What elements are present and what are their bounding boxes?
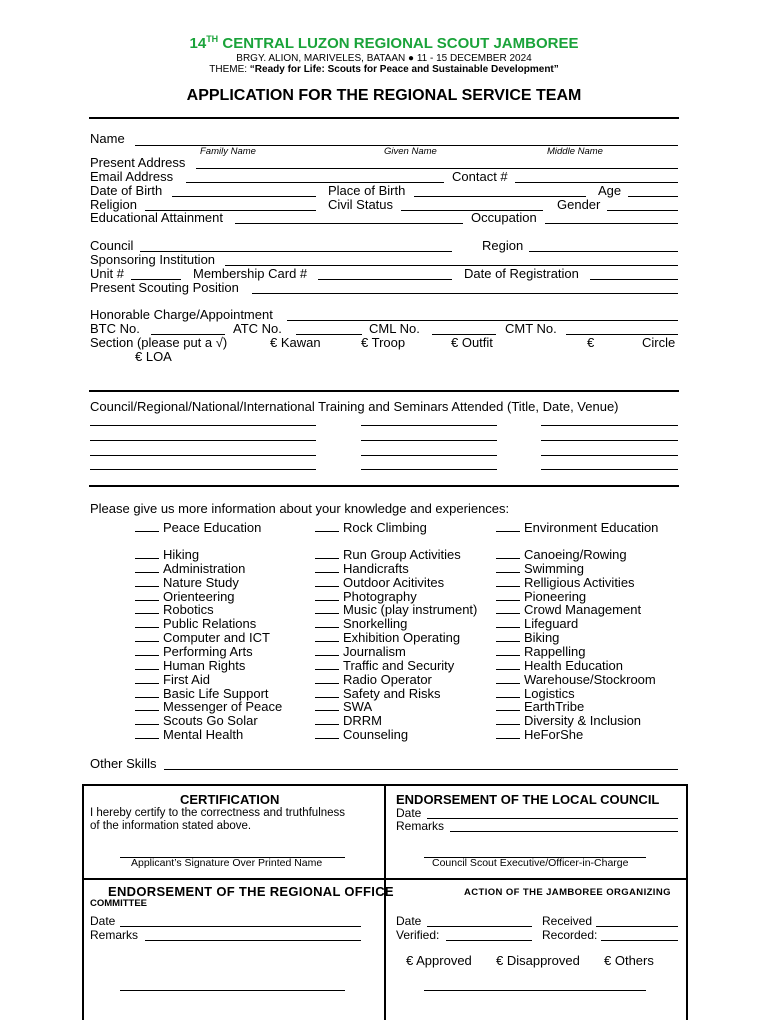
skill-item[interactable] — [315, 561, 409, 576]
skill-item[interactable] — [496, 658, 623, 673]
skill-label: Warehouse/Stockroom — [524, 671, 656, 687]
skill-checkbox-blank[interactable] — [315, 673, 339, 684]
applicant-signature-caption: Applicant’s Signature Over Printed Name — [131, 857, 323, 869]
section-kawan-option[interactable]: € Kawan — [270, 335, 321, 350]
box-border-middle — [384, 784, 386, 1020]
cmt-label: CMT No. — [505, 321, 557, 336]
jamboree-received-field[interactable] — [596, 926, 678, 927]
honorable-field[interactable] — [287, 320, 678, 321]
skill-label: Counseling — [343, 727, 409, 743]
training-heading: Council/Regional/National/International Training and Seminars Attended (Title, Date, Venue) — [90, 399, 619, 414]
family-name-caption: Family Name — [200, 146, 256, 157]
skill-checkbox-blank[interactable] — [496, 659, 520, 670]
skill-label: Robotics — [163, 602, 214, 618]
skill-checkbox-blank[interactable] — [315, 728, 339, 739]
training-line[interactable] — [541, 469, 678, 470]
skill-label: SWA — [343, 699, 373, 715]
box-border-right — [686, 784, 688, 1020]
skill-label: Safety and Risks — [343, 685, 441, 701]
occupation-field[interactable] — [545, 223, 678, 224]
skill-label: Lifeguard — [524, 616, 579, 632]
skill-item[interactable] — [135, 699, 282, 714]
training-line[interactable] — [90, 425, 316, 426]
skill-label: Public Relations — [163, 616, 257, 632]
training-line[interactable] — [361, 469, 497, 470]
skill-item[interactable] — [135, 561, 245, 576]
form-title: APPLICATION FOR THE REGIONAL SERVICE TEAM — [186, 87, 582, 104]
local-council-date-label: Date — [396, 806, 422, 820]
certification-text-2: of the information stated above. — [90, 820, 252, 832]
btc-label: BTC No. — [90, 321, 140, 336]
jamboree-received-label: Received — [542, 914, 593, 928]
skill-checkbox-blank[interactable] — [135, 562, 159, 573]
training-line[interactable] — [541, 440, 678, 441]
dob-label: Date of Birth — [90, 183, 163, 198]
skill-item[interactable] — [496, 727, 583, 742]
box-border-mid — [82, 878, 688, 880]
training-line[interactable] — [90, 455, 316, 456]
skill-label: Messenger of Peace — [163, 699, 283, 715]
regional-office-remarks-label: Remarks — [90, 928, 139, 942]
skill-checkbox-blank[interactable] — [315, 521, 339, 532]
skill-checkbox-blank[interactable] — [315, 617, 339, 628]
skill-checkbox-blank[interactable] — [315, 562, 339, 573]
skill-label: Logistics — [524, 685, 575, 701]
skill-checkbox-blank[interactable] — [135, 700, 159, 711]
regional-office-signature-line[interactable] — [120, 990, 345, 991]
skill-item[interactable] — [315, 644, 406, 659]
regional-office-remarks-field[interactable] — [145, 940, 361, 941]
skill-item[interactable] — [135, 713, 258, 728]
skill-item[interactable] — [135, 520, 261, 535]
skill-item[interactable] — [496, 589, 586, 604]
training-line[interactable] — [361, 455, 497, 456]
skill-label: Human Rights — [163, 657, 246, 673]
skill-checkbox-blank[interactable] — [135, 590, 159, 601]
disapproved-option[interactable]: € Disapproved — [496, 953, 580, 968]
jamboree-recorded-label: Recorded: — [542, 928, 598, 942]
jamboree-date-field[interactable] — [427, 926, 532, 927]
local-council-remarks-field[interactable] — [450, 831, 678, 832]
dob-field[interactable] — [172, 196, 316, 197]
position-label: Present Scouting Position — [90, 280, 239, 295]
education-field[interactable] — [235, 223, 463, 224]
skill-item[interactable] — [135, 547, 199, 562]
skill-label: Scouts Go Solar — [163, 713, 258, 729]
atc-label: ATC No. — [233, 321, 282, 336]
skill-label: Administration — [163, 560, 246, 576]
contact-field[interactable] — [515, 182, 678, 183]
skill-label: EarthTribe — [524, 699, 585, 715]
skill-label: Peace Education — [163, 520, 262, 535]
skill-label: First Aid — [163, 671, 210, 687]
skill-label: Rappelling — [524, 643, 586, 659]
skill-checkbox-blank[interactable] — [135, 603, 159, 614]
skill-label: Music (play instrument) — [343, 602, 478, 618]
skill-checkbox-blank[interactable] — [315, 659, 339, 670]
skill-checkbox-blank[interactable] — [135, 521, 159, 532]
skill-item[interactable] — [315, 713, 382, 728]
approved-option[interactable]: € Approved — [406, 953, 472, 968]
skill-label: Performing Arts — [163, 643, 253, 659]
age-field[interactable] — [628, 196, 678, 197]
training-line[interactable] — [541, 425, 678, 426]
skill-checkbox-blank[interactable] — [496, 617, 520, 628]
skill-item[interactable] — [315, 575, 444, 590]
skill-item[interactable] — [496, 672, 656, 687]
skill-item[interactable] — [135, 686, 269, 701]
skill-checkbox-blank[interactable] — [496, 562, 520, 573]
membership-field[interactable] — [318, 279, 452, 280]
certification-text-1: I hereby certify to the correctness and truthfulness — [90, 807, 346, 819]
other-skills-label: Other Skills — [90, 756, 157, 771]
certification-title: CERTIFICATION — [180, 792, 280, 807]
training-line[interactable] — [541, 455, 678, 456]
skill-item[interactable] — [315, 589, 417, 604]
cml-label: CML No. — [369, 321, 420, 336]
jamboree-date-label: Date — [396, 914, 422, 928]
training-line[interactable] — [361, 440, 497, 441]
location-line: BRGY. ALION, MARIVELES, BATAAN ● 11 - 15 DECEMBER 2024 — [236, 53, 532, 64]
sponsoring-label: Sponsoring Institution — [90, 252, 216, 267]
regional-office-committee: COMMITTEE — [90, 898, 147, 909]
training-line[interactable] — [361, 425, 497, 426]
skill-checkbox-blank[interactable] — [135, 631, 159, 642]
council-executive-caption: Council Scout Executive/Officer-in-Charge — [432, 857, 629, 869]
skill-item[interactable] — [315, 686, 441, 701]
present-address-field[interactable] — [196, 168, 678, 169]
regional-office-date-label: Date — [90, 914, 116, 928]
membership-label: Membership Card # — [193, 266, 308, 281]
skill-item[interactable] — [135, 589, 235, 604]
skill-item[interactable] — [496, 644, 585, 659]
skill-item[interactable] — [315, 616, 407, 631]
name-label: Name — [90, 131, 125, 146]
skill-checkbox-blank[interactable] — [135, 548, 159, 559]
box-border-left — [82, 784, 84, 1020]
skill-item[interactable] — [315, 547, 461, 562]
training-line[interactable] — [90, 469, 316, 470]
skill-checkbox-blank[interactable] — [315, 687, 339, 698]
divider — [89, 485, 679, 487]
skill-item[interactable] — [496, 686, 575, 701]
section-troop-option[interactable]: € Troop — [361, 335, 406, 350]
regional-office-title: ENDORSEMENT OF THE REGIONAL OFFICE — [108, 884, 394, 899]
skill-checkbox-blank[interactable] — [315, 603, 339, 614]
jamboree-verified-label: Verified: — [396, 928, 440, 942]
skill-label: Swimming — [524, 560, 584, 576]
skill-label: Computer and ICT — [163, 630, 270, 646]
skill-label: Traffic and Security — [343, 657, 455, 673]
skill-item[interactable] — [496, 520, 658, 535]
skill-label: Photography — [343, 588, 417, 604]
skill-checkbox-blank[interactable] — [315, 576, 339, 587]
religion-label: Religion — [90, 197, 137, 212]
position-field[interactable] — [252, 293, 678, 294]
skill-checkbox-blank[interactable] — [496, 645, 520, 656]
skill-label: Diversity & Inclusion — [524, 713, 642, 729]
skill-label: Basic Life Support — [163, 685, 269, 701]
skill-label: Rock Climbing — [343, 520, 427, 535]
skill-checkbox-blank[interactable] — [135, 659, 159, 670]
jamboree-action-title: ACTION OF THE JAMBOREE ORGANIZING — [464, 887, 671, 898]
section-circle-checkbox[interactable]: € — [587, 335, 595, 350]
contact-label: Contact # — [452, 169, 508, 184]
skill-checkbox-blank[interactable] — [496, 714, 520, 725]
skill-item[interactable] — [496, 630, 559, 645]
skill-checkbox-blank[interactable] — [315, 700, 339, 711]
given-name-caption: Given Name — [384, 146, 437, 157]
skill-label: Health Education — [524, 657, 624, 673]
section-circle-label: Circle — [642, 335, 676, 350]
jamboree-signature-line[interactable] — [424, 990, 646, 991]
divider — [89, 117, 679, 119]
skill-checkbox-blank[interactable] — [496, 728, 520, 739]
occupation-label: Occupation — [471, 210, 537, 225]
skill-checkbox-blank[interactable] — [135, 576, 159, 587]
email-label: Email Address — [90, 169, 174, 184]
registration-field[interactable] — [590, 279, 678, 280]
skill-label: Journalism — [343, 643, 406, 659]
skill-label: Canoeing/Rowing — [524, 547, 627, 562]
regional-office-date-field[interactable] — [120, 926, 361, 927]
training-line[interactable] — [90, 440, 316, 441]
local-council-remarks-label: Remarks — [396, 819, 445, 833]
skill-checkbox-blank[interactable] — [315, 548, 339, 559]
skill-item[interactable] — [135, 575, 239, 590]
region-label: Region — [482, 238, 524, 253]
pob-label: Place of Birth — [328, 183, 406, 198]
middle-name-caption: Middle Name — [547, 146, 603, 157]
skill-label: Outdoor Acitivites — [343, 574, 445, 590]
skill-item[interactable] — [135, 727, 243, 742]
civil-status-label: Civil Status — [328, 197, 394, 212]
divider — [89, 390, 679, 392]
skill-checkbox-blank[interactable] — [496, 521, 520, 532]
skill-item[interactable] — [315, 672, 432, 687]
skill-label: HeForShe — [524, 727, 584, 743]
skill-item[interactable] — [496, 699, 584, 714]
skill-checkbox-blank[interactable] — [496, 687, 520, 698]
skill-checkbox-blank[interactable] — [496, 603, 520, 614]
gender-field[interactable] — [607, 210, 678, 211]
skill-label: Nature Study — [163, 574, 239, 590]
skill-label: Pioneering — [524, 588, 587, 604]
skill-checkbox-blank[interactable] — [496, 548, 520, 559]
skill-item[interactable] — [315, 658, 454, 673]
skill-checkbox-blank[interactable] — [135, 617, 159, 628]
skill-item[interactable] — [315, 520, 427, 535]
skill-label: Biking — [524, 630, 560, 646]
skill-item[interactable] — [135, 630, 270, 645]
skill-item[interactable] — [135, 644, 253, 659]
skill-label: Exhibition Operating — [343, 630, 461, 646]
other-skills-field[interactable] — [164, 769, 678, 770]
gender-label: Gender — [557, 197, 601, 212]
skill-checkbox-blank[interactable] — [315, 590, 339, 601]
skill-checkbox-blank[interactable] — [135, 714, 159, 725]
skill-label: DRRM — [343, 713, 382, 729]
skill-label: Radio Operator — [343, 671, 432, 687]
jamboree-recorded-field[interactable] — [601, 940, 678, 941]
skill-item[interactable] — [315, 727, 408, 742]
theme-line: THEME: “Ready for Life: Scouts for Peace and Sustainable Development” — [209, 64, 559, 75]
skill-checkbox-blank[interactable] — [496, 673, 520, 684]
honorable-label: Honorable Charge/Appointment — [90, 307, 273, 322]
region-field[interactable] — [529, 251, 678, 252]
unit-label: Unit # — [90, 266, 124, 281]
skill-item[interactable] — [496, 616, 578, 631]
skill-label: Mental Health — [163, 727, 244, 743]
skill-label: Run Group Activities — [343, 547, 461, 562]
skill-checkbox-blank[interactable] — [496, 590, 520, 601]
skill-label: Crowd Management — [524, 602, 642, 618]
skill-item[interactable] — [315, 699, 372, 714]
skill-checkbox-blank[interactable] — [496, 576, 520, 587]
skill-checkbox-blank[interactable] — [496, 631, 520, 642]
skill-checkbox-blank[interactable] — [135, 673, 159, 684]
age-label: Age — [598, 183, 622, 198]
registration-label: Date of Registration — [464, 266, 579, 281]
present-address-label: Present Address — [90, 155, 186, 170]
jamboree-verified-field[interactable] — [446, 940, 532, 941]
skill-item[interactable] — [135, 672, 210, 687]
local-council-date-field[interactable] — [427, 818, 678, 819]
local-council-title: ENDORSEMENT OF THE LOCAL COUNCIL — [396, 792, 660, 807]
skills-intro: Please give us more information about your knowledge and experiences: — [90, 501, 510, 516]
skill-label: Environment Education — [524, 520, 659, 535]
council-label: Council — [90, 238, 134, 253]
skill-label: Orienteering — [163, 588, 235, 604]
jamboree-title: 14TH CENTRAL LUZON REGIONAL SCOUT JAMBOREE — [189, 34, 579, 52]
skill-label: Relligious Activities — [524, 574, 635, 590]
skill-checkbox-blank[interactable] — [315, 714, 339, 725]
others-option[interactable]: € Others — [604, 953, 654, 968]
skill-checkbox-blank[interactable] — [135, 687, 159, 698]
skill-item[interactable] — [135, 658, 245, 673]
section-label: Section (please put a √) — [90, 335, 228, 350]
skill-checkbox-blank[interactable] — [135, 728, 159, 739]
skill-checkbox-blank[interactable] — [315, 631, 339, 642]
skill-label: Snorkelling — [343, 616, 408, 632]
skill-checkbox-blank[interactable] — [496, 700, 520, 711]
skill-label: Handicrafts — [343, 560, 409, 576]
skill-item[interactable] — [315, 602, 477, 617]
skill-item[interactable] — [135, 616, 256, 631]
skill-checkbox-blank[interactable] — [135, 645, 159, 656]
skill-item[interactable] — [315, 630, 460, 645]
skill-label: Hiking — [163, 547, 200, 562]
skill-item[interactable] — [135, 602, 214, 617]
skill-item[interactable] — [496, 547, 627, 562]
section-loa-option[interactable]: € LOA — [135, 349, 172, 364]
skill-item[interactable] — [496, 561, 584, 576]
skill-checkbox-blank[interactable] — [315, 645, 339, 656]
skill-item[interactable] — [496, 602, 641, 617]
skill-item[interactable] — [496, 575, 635, 590]
education-label: Educational Attainment — [90, 210, 223, 225]
skill-item[interactable] — [496, 713, 641, 728]
section-outfit-option[interactable]: € Outfit — [451, 335, 493, 350]
